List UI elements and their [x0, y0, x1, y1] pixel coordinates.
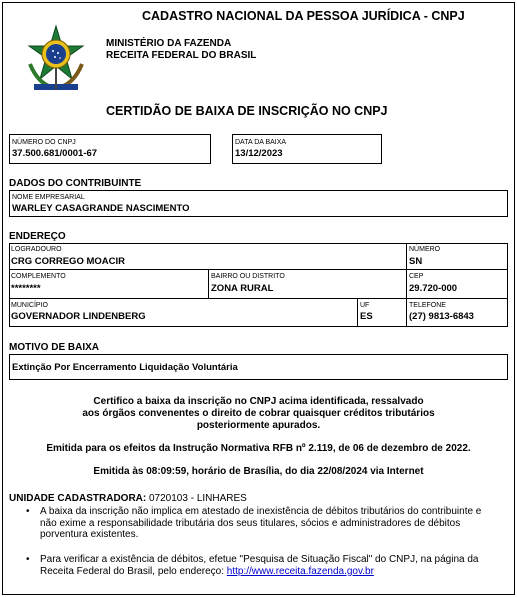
cnpj-label: NÚMERO DO CNPJ [12, 139, 76, 146]
receita-website-link[interactable]: http://www.receita.fazenda.gov.br [226, 565, 374, 577]
district-value: ZONA RURAL [211, 283, 274, 294]
address-vdivider-district [208, 269, 209, 298]
date-label: DATA DA BAIXA [235, 139, 287, 146]
note-2 [16, 554, 506, 578]
certification-line-1: Certifico a baixa da inscrição no CNPJ acima identificada, ressalvado [93, 396, 424, 407]
date-value: 13/12/2023 [235, 148, 283, 159]
certification-line-3: posteriormente apurados. [196, 420, 321, 431]
note-1-text [40, 506, 506, 541]
agency-name: RECEITA FEDERAL DO BRASIL [106, 50, 257, 61]
address-vdivider-number [406, 243, 407, 327]
address-vdivider-uf [357, 298, 358, 327]
name-value: WARLEY CASAGRANDE NASCIMENTO [12, 203, 190, 214]
number-label: NÚMERO [409, 246, 441, 253]
bullet-2: • [26, 554, 30, 565]
uf-value: ES [360, 311, 373, 322]
note-2-text [40, 554, 506, 577]
district-label: BAIRRO OU DISTRITO [211, 273, 285, 280]
street-label: LOGRADOURO [11, 246, 62, 253]
registering-unit [9, 493, 247, 504]
note-1-line-1: A baixa da inscrição não implica em atestado de inexistência de débitos tributários do contribuinte e [40, 506, 482, 517]
coat-of-arms-emblem [20, 24, 92, 96]
section-contributor: DADOS DO CONTRIBUINTE [9, 178, 142, 189]
page-title: CADASTRO NACIONAL DA PESSOA JURÍDICA - CNPJ [142, 9, 465, 23]
ministry-name: MINISTÉRIO DA FAZENDA [106, 38, 232, 49]
section-reason: MOTIVO DE BAIXA [9, 342, 100, 353]
note-1-line-2: não exime a responsabilidade tributária dos seus titulares, sócios e administradores de débitos [40, 517, 461, 529]
date-box [232, 134, 382, 164]
note-1-line-3: porventura existentes. [40, 529, 139, 540]
complement-value: ******** [11, 283, 41, 294]
reason-value: Extinção Por Encerramento Liquidação Voluntária [12, 362, 238, 373]
unit-label: UNIDADE CADASTRADORA: [9, 493, 147, 504]
number-value: SN [409, 256, 423, 267]
phone-label: TELEFONE [409, 302, 446, 309]
city-value: GOVERNADOR LINDENBERG [11, 311, 146, 322]
section-address: ENDEREÇO [9, 231, 66, 242]
cnpj-value: 37.500.681/0001-67 [12, 148, 98, 159]
cep-label: CEP [409, 273, 424, 280]
address-divider-2 [9, 298, 508, 299]
address-divider-1 [9, 269, 508, 270]
certification-line-2: aos órgãos convenentes o direito de cobrar quaisquer créditos tributários [82, 408, 435, 419]
cep-value: 29.720-000 [409, 283, 458, 294]
name-box [9, 190, 508, 217]
document-title: CERTIDÃO DE BAIXA DE INSCRIÇÃO NO CNPJ [106, 104, 388, 118]
bullet-1: • [26, 506, 30, 517]
complement-label: COMPLEMENTO [11, 273, 66, 280]
uf-label: UF [360, 302, 370, 309]
note-2-line-2-prefix: Receita Federal do Brasil, pelo endereço: [40, 565, 224, 577]
note-2-line-1: Para verificar a existência de débitos, efetue "Pesquisa de Situação Fiscal" do CNPJ, na página da [40, 554, 479, 565]
city-label: MUNICÍPIO [11, 302, 48, 309]
phone-value: (27) 9813-6843 [409, 311, 474, 322]
issued-timestamp: Emitida às 08:09:59, horário de Brasília, do dia 22/08/2024 via Internet [93, 466, 424, 477]
note-1 [16, 506, 506, 542]
note-2-line-2 [40, 566, 506, 578]
unit-value: 0720103 - LINHARES [149, 493, 247, 504]
name-label: NOME EMPRESARIAL [12, 194, 85, 201]
street-value: CRG CORREGO MOACIR [11, 256, 125, 267]
issued-statement: Emitida para os efeitos da Instrução Normativa RFB nº 2.119, de 06 de dezembro de 2022. [46, 443, 471, 454]
reason-box [9, 354, 508, 380]
cnpj-box [9, 134, 211, 164]
